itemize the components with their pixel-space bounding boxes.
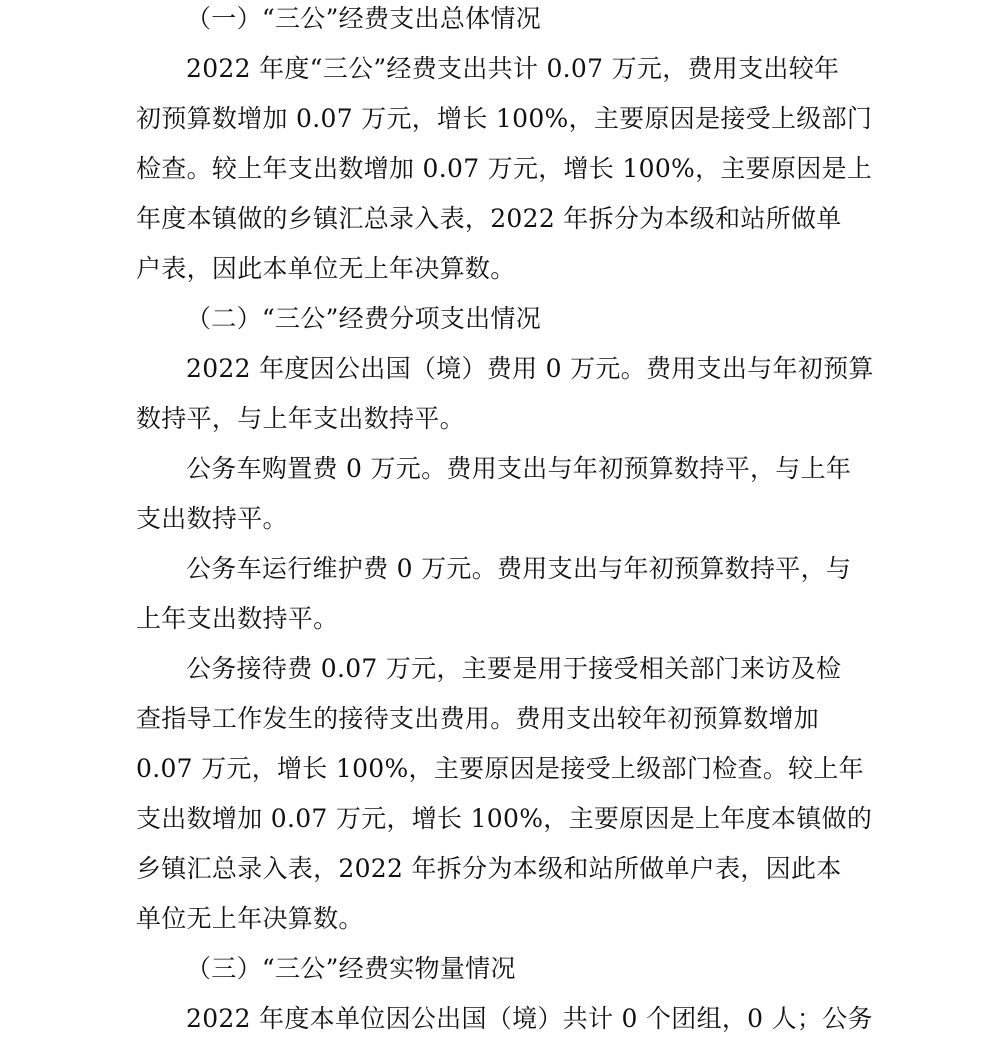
paragraph-line: 支出数增加 0.07 万元，增长 100%，主要原因是上年度本镇做的 [136, 804, 873, 833]
paragraph-line: 公务车购置费 0 万元。费用支出与年初预算数持平，与上年 [186, 454, 852, 483]
section-heading-2: （二）“三公”经费分项支出情况 [186, 304, 542, 333]
paragraph-line: 单位无上年决算数。 [136, 904, 364, 933]
paragraph-line: 上年支出数持平。 [136, 604, 339, 633]
paragraph-line: 年度本镇做的乡镇汇总录入表，2022 年拆分为本级和站所做单 [136, 204, 842, 233]
paragraph-line: 查指导工作发生的接待支出费用。费用支出较年初预算数增加 [136, 704, 820, 733]
paragraph-line: 公务接待费 0.07 万元，主要是用于接受相关部门来访及检 [186, 654, 842, 683]
paragraph-line: 支出数持平。 [136, 504, 288, 533]
paragraph-line: 公务车运行维护费 0 万元。费用支出与年初预算数持平，与 [186, 554, 852, 583]
paragraph-line: 初预算数增加 0.07 万元，增长 100%，主要原因是接受上级部门 [136, 104, 873, 133]
paragraph-line: 户表，因此本单位无上年决算数。 [136, 254, 516, 283]
paragraph-line: 检查。较上年支出数增加 0.07 万元，增长 100%，主要原因是上 [136, 154, 873, 183]
paragraph-line: 2022 年度本单位因公出国（境）共计 0 个团组，0 人；公务 [186, 1004, 873, 1033]
paragraph-line: 2022 年度“三公”经费支出共计 0.07 万元，费用支出较年 [186, 54, 840, 83]
section-heading-3: （三）“三公”经费实物量情况 [186, 954, 516, 983]
paragraph-line: 数持平，与上年支出数持平。 [136, 404, 465, 433]
paragraph-line: 0.07 万元，增长 100%，主要原因是接受上级部门检查。较上年 [136, 754, 864, 783]
paragraph-line: 乡镇汇总录入表，2022 年拆分为本级和站所做单户表，因此本 [136, 854, 842, 883]
paragraph-line: 2022 年度因公出国（境）费用 0 万元。费用支出与年初预算 [186, 354, 874, 383]
section-heading-1: （一）“三公”经费支出总体情况 [186, 4, 542, 33]
